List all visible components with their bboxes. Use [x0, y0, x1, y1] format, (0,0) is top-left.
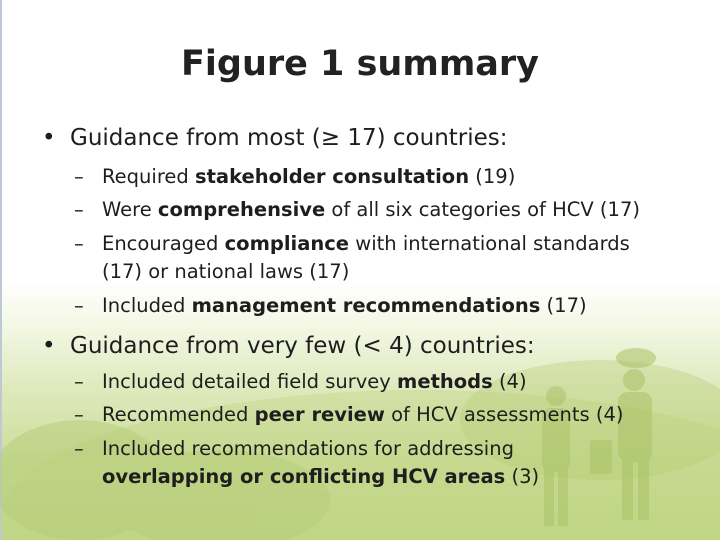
item-text: Included [102, 294, 192, 317]
item-text: Were [102, 198, 158, 221]
item-text: Included detailed field survey [102, 370, 398, 393]
bullet-heading: Guidance from very few (< 4) countries: [70, 333, 535, 359]
item-bold-text: methods [397, 370, 493, 393]
bullet-heading: Guidance from most (≥ 17) countries: [70, 125, 508, 151]
dash-icon: – [74, 198, 84, 221]
item-bold-text: stakeholder consultation [195, 165, 470, 188]
item-text-tail: with international standards [349, 232, 630, 255]
item-count: (17) [540, 294, 587, 317]
item-bold-text: overlapping or conflicting HCV areas [102, 465, 506, 488]
bullet-icon: • [42, 125, 56, 151]
item-text: Recommended [102, 403, 255, 426]
slide-title: Figure 1 summary [181, 44, 539, 84]
item-bold-text: peer review [254, 403, 385, 426]
item-text: Encouraged [102, 232, 225, 255]
item-text: Required [102, 165, 195, 188]
item-text-tail: of HCV assessments (4) [384, 403, 624, 426]
item-count: (4) [492, 370, 527, 393]
item-count: of all six categories of HCV (17) [325, 198, 640, 221]
dash-icon: – [74, 403, 84, 426]
dash-icon: – [74, 232, 84, 255]
item-bold-text: comprehensive [157, 198, 326, 221]
dash-icon: – [74, 165, 84, 188]
dash-icon: – [74, 294, 84, 317]
dash-icon: – [74, 370, 84, 393]
item-text: Included recommendations for addressing [102, 437, 514, 460]
item-count: (3) [505, 465, 540, 488]
bullet-icon: • [42, 333, 56, 359]
item-bold-text: management recommendations [191, 294, 541, 317]
item-bold-text: compliance [224, 232, 350, 255]
dash-icon: – [74, 437, 84, 460]
item-text-line2: (17) or national laws (17) [102, 260, 350, 283]
item-count: (19) [469, 165, 516, 188]
